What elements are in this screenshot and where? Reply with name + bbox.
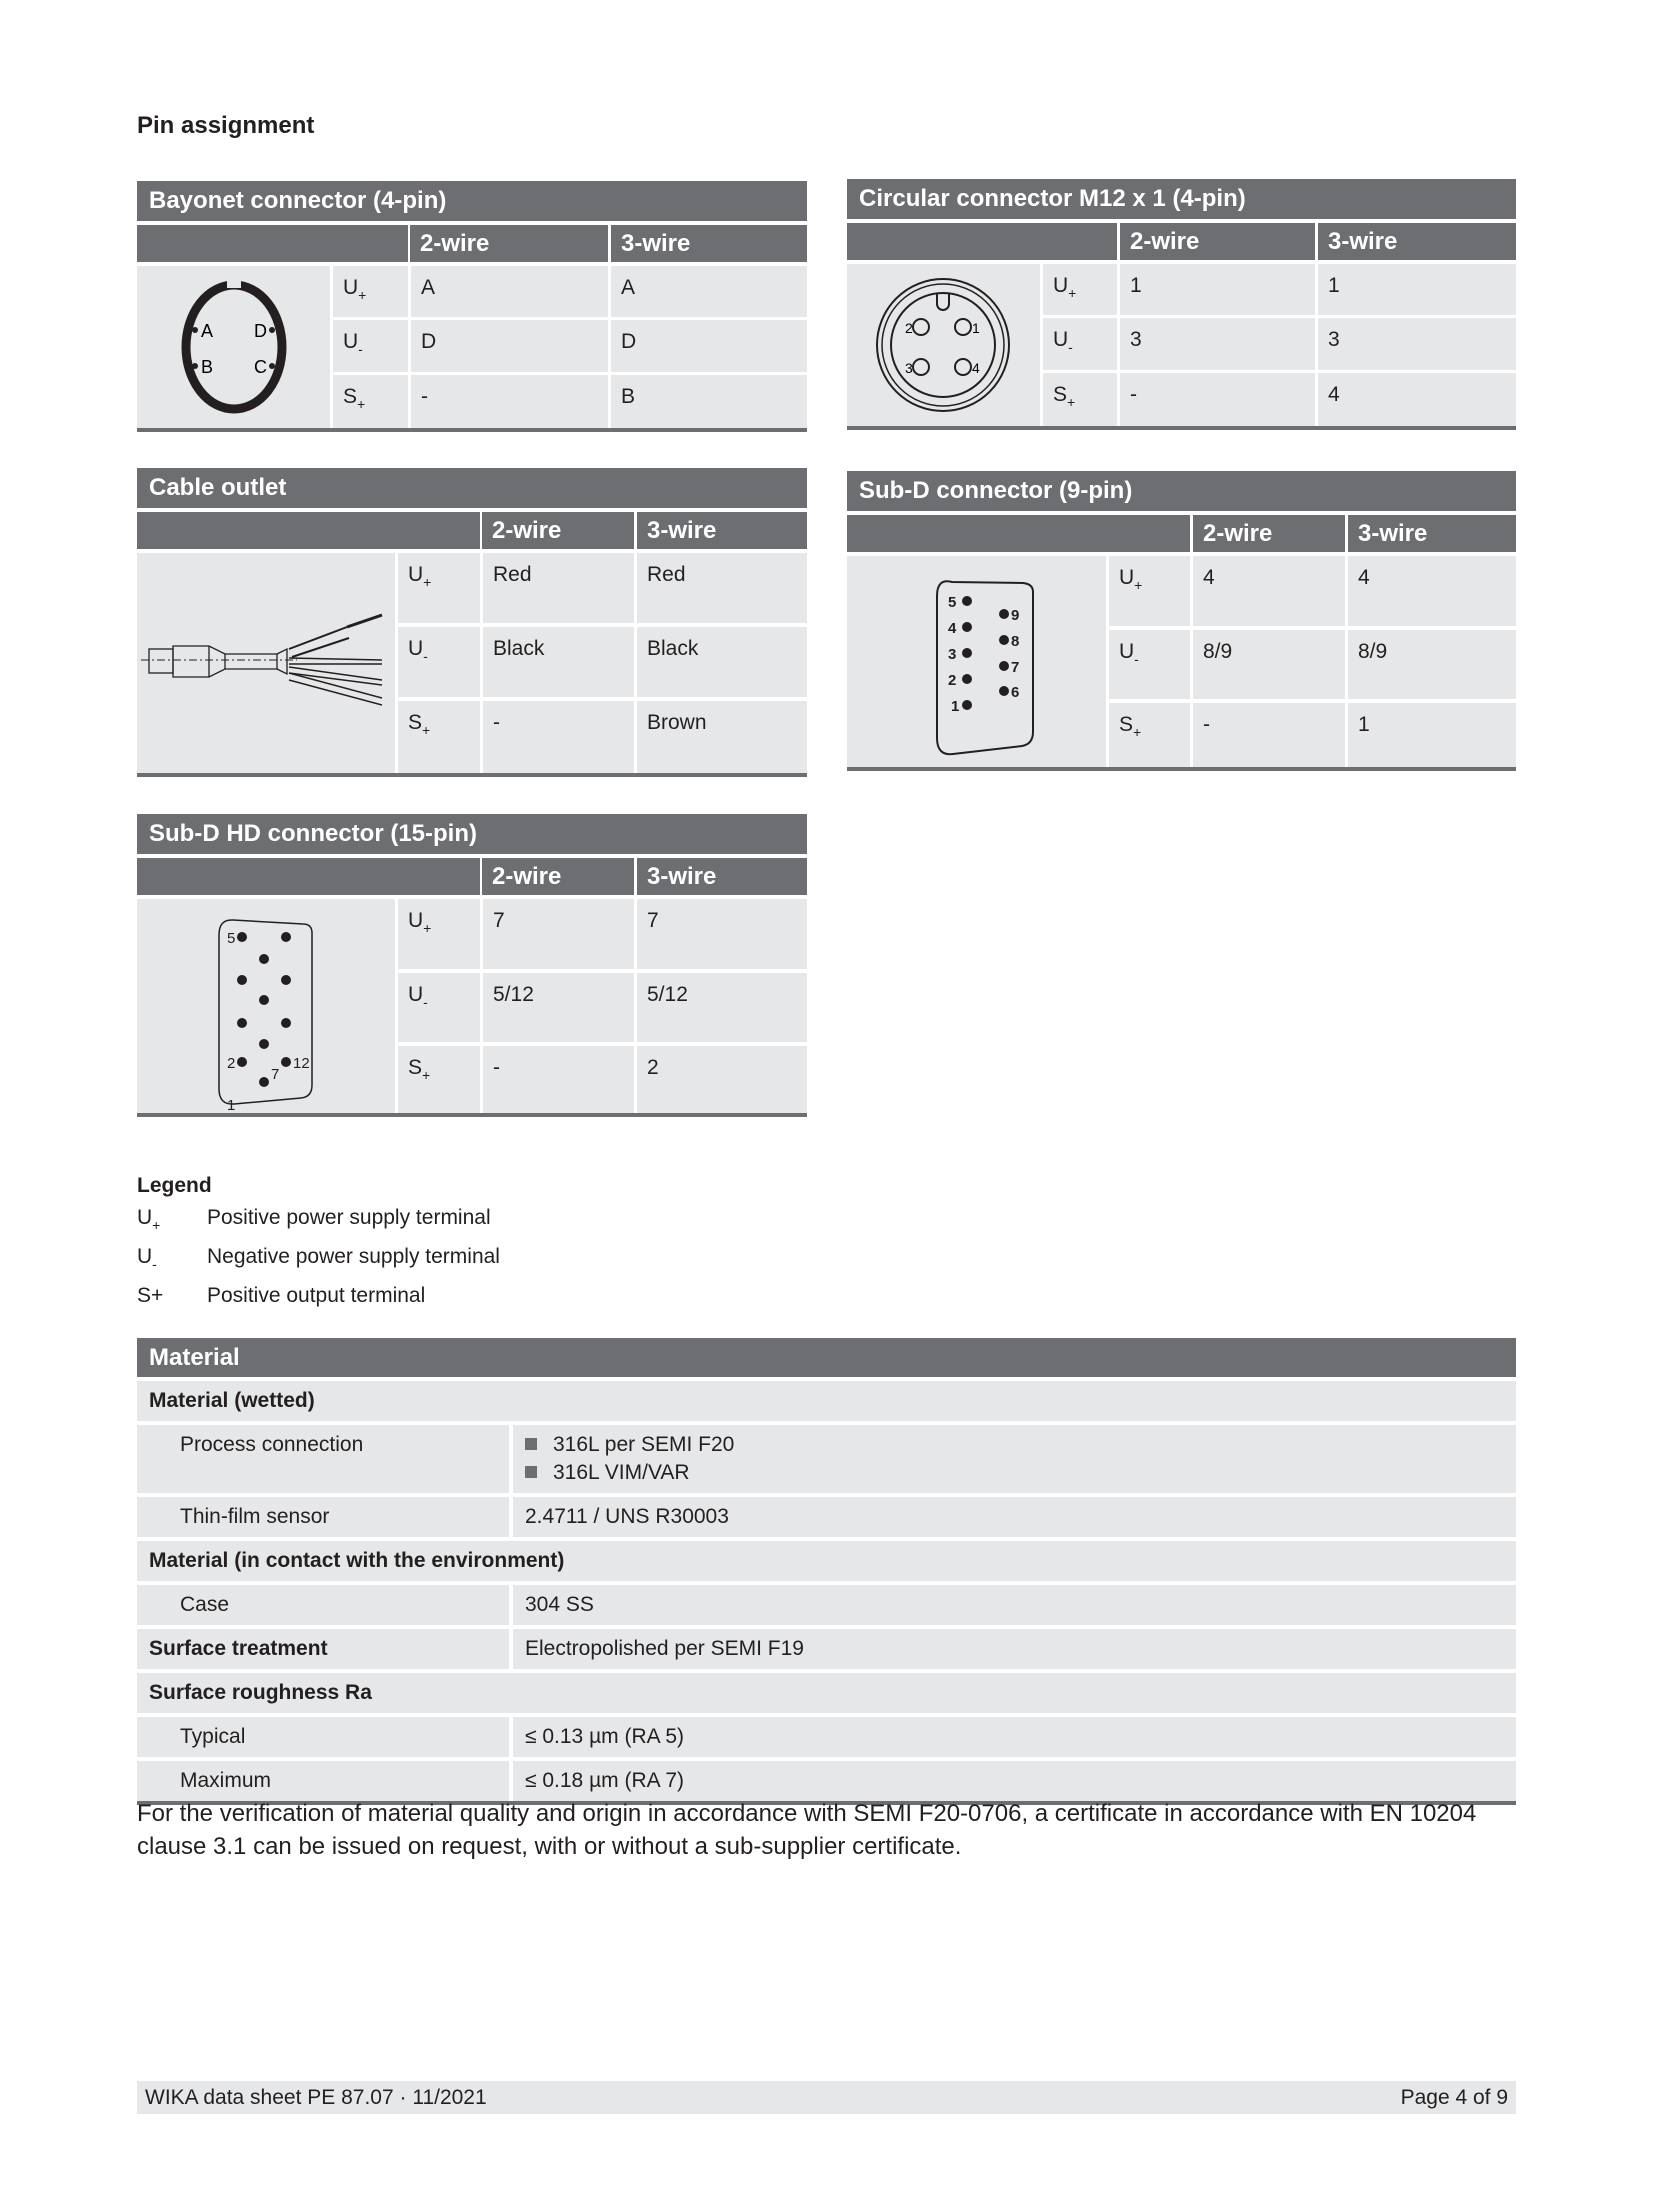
svg-text:4: 4 [972, 360, 980, 376]
connector-diagram-cell [847, 264, 1040, 426]
process-connection-label: Process connection [137, 1425, 509, 1493]
legend [137, 1170, 500, 1312]
footer-document-id: WIKA data sheet PE 87.07 · 11/2021 [145, 2086, 487, 2109]
cell-u-minus-3-wire: 5/12 [637, 973, 807, 1042]
svg-text:A: A [201, 321, 214, 341]
material-title: Material [137, 1338, 1516, 1377]
signal-s-plus: $S_+$ [398, 701, 480, 773]
signal-u-plus: $U_+$ [1043, 264, 1117, 315]
svg-text:4: 4 [948, 620, 957, 637]
svg-text:7: 7 [271, 1066, 280, 1083]
table-subd-hd-15-connector [137, 814, 807, 1117]
legend-text: Negative power supply terminal [207, 1245, 500, 1268]
cell-s-plus-3-wire: 1 [1348, 703, 1516, 767]
table-bottom-rule [137, 1113, 807, 1117]
signal-u-plus: $U_+$ [333, 266, 408, 317]
legend-symbol: $U_-$ [137, 1245, 157, 1272]
signal-u-plus: $U_+$ [398, 899, 480, 969]
header-2-wire: 2-wire [1193, 515, 1345, 552]
svg-text:2: 2 [905, 320, 913, 336]
header-blank [847, 515, 1190, 552]
table-title: Circular connector M12 x 1 (4-pin) [847, 179, 1516, 219]
header-blank [137, 225, 408, 262]
cell-u-plus-3-wire: 4 [1348, 556, 1516, 626]
certificate-note: For the verification of material quality and origin in accordance with SEMI F20-0706, a certificate in accordance with EN 10204 clause 3.1 can be issued on request, with or without a sub-supplier certificate. [137, 1800, 1477, 1860]
table-cable-outlet [137, 468, 807, 777]
legend-text: Positive output terminal [207, 1284, 426, 1307]
signal-u-plus: $U_+$ [398, 553, 480, 623]
square-bullet-icon [525, 1438, 537, 1450]
m12-connector-icon [847, 264, 1040, 426]
list-item: 316L per SEMI F20 [525, 1431, 1504, 1459]
footer-page-number: Page 4 of 9 [1400, 2086, 1508, 2109]
legend-item [137, 1241, 500, 1280]
svg-text:12: 12 [293, 1055, 310, 1072]
cell-s-plus-3-wire: 2 [637, 1046, 807, 1113]
typical-value: ≤ 0.13 µm (RA 5) [513, 1717, 1516, 1757]
svg-text:7: 7 [1011, 659, 1020, 676]
square-bullet-icon [525, 1466, 537, 1478]
cell-u-minus-2-wire: Black [483, 627, 634, 697]
cell-u-plus-2-wire: 4 [1193, 556, 1345, 626]
table-m12-connector [847, 179, 1516, 430]
connector-diagram-cell [847, 556, 1106, 767]
header-3-wire: 3-wire [1348, 515, 1516, 552]
cell-s-plus-2-wire: - [411, 375, 608, 428]
svg-text:C: C [254, 357, 267, 377]
signal-u-plus: $U_+$ [1109, 556, 1190, 626]
cell-u-minus-3-wire: 3 [1318, 318, 1516, 370]
cell-u-minus-2-wire: 5/12 [483, 973, 634, 1042]
legend-text: Positive power supply terminal [207, 1206, 491, 1229]
header-blank [137, 512, 480, 549]
svg-text:D: D [254, 321, 267, 341]
cell-u-minus-3-wire: Black [637, 627, 807, 697]
cell-u-minus-2-wire: 8/9 [1193, 630, 1345, 699]
header-3-wire: 3-wire [637, 512, 807, 549]
cell-u-minus-2-wire: 3 [1120, 318, 1315, 370]
cell-u-plus-3-wire: Red [637, 553, 807, 623]
cell-s-plus-2-wire: - [483, 1046, 634, 1113]
legend-symbol: S+ [137, 1284, 164, 1307]
cell-s-plus-3-wire: Brown [637, 701, 807, 773]
cell-u-plus-2-wire: A [411, 266, 608, 317]
header-3-wire: 3-wire [637, 858, 807, 895]
case-label: Case [137, 1585, 509, 1625]
page-footer [137, 2081, 1516, 2114]
svg-text:3: 3 [905, 360, 913, 376]
material-wetted-heading: Material (wetted) [137, 1381, 1516, 1421]
case-value: 304 SS [513, 1585, 1516, 1625]
section-title-pin-assignment: Pin assignment [137, 112, 315, 139]
svg-text:8: 8 [1011, 633, 1020, 650]
svg-text:5: 5 [227, 930, 236, 947]
signal-u-minus: $U_-$ [1109, 630, 1190, 699]
table-bottom-rule [847, 767, 1516, 771]
table-bottom-rule [137, 773, 807, 777]
svg-text:1: 1 [227, 1097, 236, 1113]
subd-hd-15-connector-icon [137, 899, 395, 1113]
header-2-wire: 2-wire [410, 225, 608, 262]
svg-text:1: 1 [951, 698, 960, 715]
header-2-wire: 2-wire [1120, 223, 1315, 260]
cell-s-plus-2-wire: - [483, 701, 634, 773]
table-subd-9-connector [847, 471, 1516, 771]
svg-text:5: 5 [948, 594, 957, 611]
sensor-label: Thin-film sensor [137, 1497, 509, 1537]
bayonet-connector-icon [137, 266, 330, 428]
cell-s-plus-2-wire: - [1120, 373, 1315, 426]
svg-text:B: B [201, 357, 214, 377]
cell-u-minus-3-wire: D [611, 320, 807, 372]
connector-diagram-cell [137, 899, 395, 1113]
signal-u-minus: $U_-$ [398, 973, 480, 1042]
cell-u-minus-3-wire: 8/9 [1348, 630, 1516, 699]
cell-s-plus-3-wire: B [611, 375, 807, 428]
header-2-wire: 2-wire [482, 512, 634, 549]
surface-treatment-value: Electropolished per SEMI F19 [513, 1629, 1516, 1669]
list-item: 316L VIM/VAR [525, 1459, 1504, 1487]
cell-u-plus-3-wire: A [611, 266, 807, 317]
table-title: Bayonet connector (4-pin) [137, 181, 807, 221]
header-3-wire: 3-wire [611, 225, 807, 262]
table-title: Sub-D connector (9-pin) [847, 471, 1516, 511]
surface-treatment-label: Surface treatment [137, 1629, 509, 1669]
cell-u-minus-2-wire: D [411, 320, 608, 372]
process-connection-values [513, 1425, 1516, 1493]
sensor-value: 2.4711 / UNS R30003 [513, 1497, 1516, 1537]
header-blank [137, 858, 480, 895]
cell-s-plus-3-wire: 4 [1318, 373, 1516, 426]
cell-u-plus-3-wire: 1 [1318, 264, 1516, 315]
cell-s-plus-2-wire: - [1193, 703, 1345, 767]
cell-u-plus-2-wire: Red [483, 553, 634, 623]
signal-s-plus: $S_+$ [1109, 703, 1190, 767]
subd-9-connector-icon [847, 556, 1106, 767]
typical-label: Typical [137, 1717, 509, 1757]
svg-text:3: 3 [948, 646, 957, 663]
signal-u-minus: $U_-$ [398, 627, 480, 697]
maximum-value: ≤ 0.18 µm (RA 7) [513, 1761, 1516, 1801]
connector-diagram-cell [137, 266, 330, 428]
table-material [137, 1338, 1516, 1805]
svg-text:2: 2 [227, 1055, 236, 1072]
svg-text:2: 2 [948, 672, 957, 689]
signal-s-plus: $S_+$ [333, 375, 408, 428]
table-bottom-rule [847, 426, 1516, 430]
signal-u-minus: $U_-$ [333, 320, 408, 372]
cable-outlet-icon [137, 553, 395, 773]
header-2-wire: 2-wire [482, 858, 634, 895]
signal-u-minus: $U_-$ [1043, 318, 1117, 370]
cell-u-plus-2-wire: 1 [1120, 264, 1315, 315]
svg-text:6: 6 [1011, 684, 1020, 701]
legend-symbol: $U_+$ [137, 1206, 161, 1233]
table-bayonet-connector [137, 181, 807, 432]
header-3-wire: 3-wire [1318, 223, 1516, 260]
table-title: Sub-D HD connector (15-pin) [137, 814, 807, 854]
svg-text:1: 1 [972, 320, 980, 336]
table-bottom-rule [137, 428, 807, 432]
cell-u-plus-3-wire: 7 [637, 899, 807, 969]
material-environment-heading: Material (in contact with the environment) [137, 1541, 1516, 1581]
legend-title: Legend [137, 1174, 212, 1197]
cell-u-plus-2-wire: 7 [483, 899, 634, 969]
table-title: Cable outlet [137, 468, 807, 508]
maximum-label: Maximum [137, 1761, 509, 1801]
legend-item [137, 1202, 500, 1241]
surface-roughness-heading: Surface roughness Ra [137, 1673, 1516, 1713]
signal-s-plus: $S_+$ [398, 1046, 480, 1113]
signal-s-plus: $S_+$ [1043, 373, 1117, 426]
svg-text:9: 9 [1011, 607, 1020, 624]
header-blank [847, 223, 1117, 260]
connector-diagram-cell [137, 553, 395, 773]
legend-item [137, 1280, 500, 1312]
